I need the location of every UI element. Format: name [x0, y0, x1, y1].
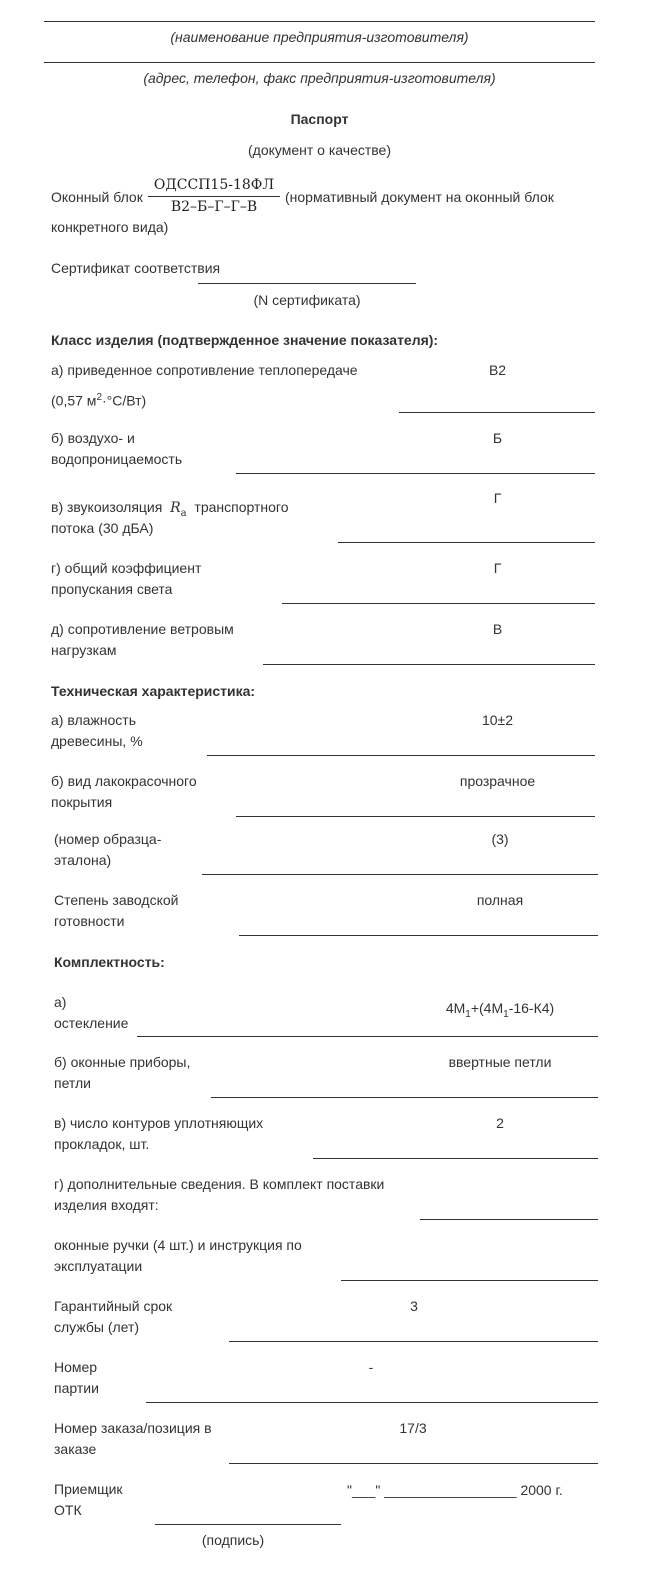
product-class-heading: Класс изделия (подтвержденное значение показателя): — [51, 332, 439, 348]
window-block-note-2: конкретного вида) — [51, 219, 169, 235]
batch-line — [146, 1402, 598, 1403]
manufacturer-caption: (наименование предприятия-изготовителя) — [170, 29, 469, 45]
tech-sample-line — [202, 874, 598, 875]
address-caption: (адрес, телефон, факс предприятия-изготовителя) — [143, 70, 496, 86]
class-b-label-2: водопроницаемость — [51, 451, 183, 467]
comp-b-label-2: петли — [54, 1075, 91, 1091]
tech-readiness-label-2: готовности — [54, 913, 125, 929]
batch-label-2: партии — [54, 1380, 99, 1396]
comp-g-label-1: г) дополнительные сведения. В комплект поставки — [54, 1176, 385, 1192]
warranty-value: 3 — [410, 1298, 418, 1314]
comp-b-value: ввертные петли — [448, 1054, 552, 1070]
comp-g-line — [420, 1219, 598, 1220]
comp-a-label-2: остекление — [54, 1015, 129, 1031]
certificate-caption: (N сертификата) — [253, 292, 361, 308]
tech-a-value: 10±2 — [481, 712, 514, 728]
tech-sample-label-2: эталона) — [54, 852, 112, 868]
tech-a-label-1: а) влажность — [51, 712, 136, 728]
date-field: "___" _________________ 2000 г. — [347, 1482, 563, 1498]
inspector-label-1: Приемщик — [54, 1481, 123, 1497]
class-a-label-1: а) приведенное сопротивление теплопередаче — [51, 362, 358, 378]
comp-b-line — [211, 1097, 598, 1098]
window-block-formula — [148, 176, 280, 220]
address-line — [44, 62, 595, 63]
page-subtitle: (документ о качестве) — [248, 142, 391, 158]
class-v-line — [338, 542, 595, 543]
comp-g-label-2: изделия входят: — [54, 1197, 159, 1213]
formula-bar — [148, 196, 280, 197]
formula-denominator: В2–Б–Г–Г–В — [170, 199, 258, 215]
comp-handles-label-2: эксплуатации — [54, 1258, 143, 1274]
technical-heading: Техническая характеристика: — [51, 683, 256, 699]
class-v-label-2: потока (30 дБА) — [51, 520, 154, 536]
tech-b-value: прозрачное — [459, 773, 536, 789]
batch-value: - — [368, 1359, 374, 1375]
class-a-line — [399, 412, 595, 413]
batch-label-1: Номер — [54, 1359, 98, 1375]
class-g-line — [282, 603, 595, 604]
comp-a-label-1: а) — [54, 994, 67, 1010]
signature-caption: (подпись) — [201, 1532, 265, 1548]
formula-numerator: ОДССП15-18ФЛ — [153, 177, 275, 193]
warranty-label-1: Гарантийный срок — [54, 1298, 173, 1314]
class-b-value: Б — [492, 430, 503, 446]
class-d-label-1: д) сопротивление ветровым — [51, 621, 234, 637]
completeness-heading: Комплектность: — [54, 954, 165, 970]
comp-handles-line — [341, 1280, 598, 1281]
page-title: Паспорт — [290, 111, 349, 127]
tech-b-label-2: покрытия — [51, 794, 113, 810]
tech-readiness-value: полная — [476, 892, 524, 908]
class-a-label-2: (0,57 $м^2\cdot^\circ С/Вт$) — [51, 392, 147, 409]
comp-a-value: $4М_1+(4М_1-16-К4)$ — [445, 1000, 555, 1020]
order-value: 17/3 — [399, 1420, 427, 1436]
class-v-value: Г — [493, 490, 502, 506]
comp-v-label-1: в) число контуров уплотняющих — [54, 1115, 264, 1131]
tech-a-line — [207, 755, 595, 756]
tech-readiness-line — [239, 935, 598, 936]
class-g-label-2: пропускания света — [51, 581, 173, 597]
tech-a-label-2: древесины, % — [51, 733, 143, 749]
tech-readiness-label-1: Степень заводской — [54, 892, 179, 908]
comp-v-label-2: прокладок, шт. — [54, 1136, 150, 1152]
class-d-value: В — [492, 621, 503, 637]
comp-v-value: 2 — [496, 1115, 504, 1131]
warranty-line — [229, 1341, 598, 1342]
inspector-label-2: ОТК — [54, 1502, 82, 1518]
order-label-1: Номер заказа/позиция в — [54, 1420, 212, 1436]
class-b-line — [236, 473, 595, 474]
comp-a-line — [137, 1036, 598, 1037]
window-block-note-1: (нормативный документ на оконный блок — [285, 189, 554, 205]
comp-v-line — [313, 1158, 598, 1159]
order-label-2: заказе — [54, 1441, 97, 1457]
order-line — [229, 1463, 598, 1464]
warranty-label-2: службы (лет) — [54, 1319, 140, 1335]
class-g-value: Г — [493, 560, 502, 576]
comp-handles-label-1: оконные ручки (4 шт.) и инструкция по — [54, 1237, 302, 1253]
window-block-label: Оконный блок — [51, 189, 143, 205]
tech-b-label-1: б) вид лакокрасочного — [51, 773, 197, 789]
comp-b-label-1: б) оконные приборы, — [54, 1054, 191, 1070]
class-a-value: В2 — [488, 362, 507, 378]
class-b-label-1: б) воздухо- и — [51, 430, 135, 446]
tech-b-line — [236, 816, 595, 817]
signature-line — [155, 1524, 341, 1525]
class-v-label-1: в) звукоизоляция $R_а$ транспортного — [51, 499, 289, 519]
tech-sample-label-1: (номер образца- — [54, 831, 162, 847]
class-d-label-2: нагрузкам — [51, 642, 117, 658]
manufacturer-line — [44, 21, 595, 22]
certificate-line — [198, 283, 416, 284]
class-g-label-1: г) общий коэффициент — [51, 560, 202, 576]
tech-sample-value: (3) — [491, 831, 509, 847]
certificate-label: Сертификат соответствия — [51, 260, 221, 276]
class-d-line — [263, 664, 595, 665]
